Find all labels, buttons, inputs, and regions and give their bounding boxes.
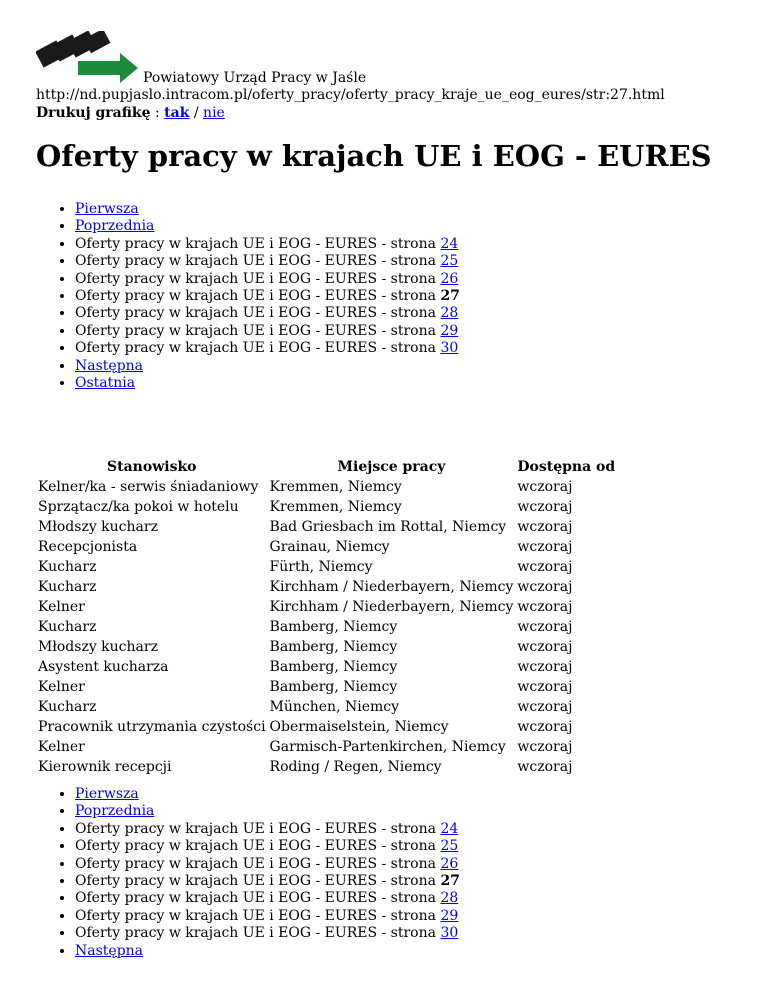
page-link-26[interactable]: 26	[440, 855, 459, 872]
cell-position: Sprzątacz/ka pokoi w hotelu	[38, 499, 239, 515]
table-row	[36, 557, 617, 577]
table-row	[36, 477, 617, 497]
pager-item-page	[75, 305, 460, 322]
cell-position: Kucharz	[38, 579, 97, 595]
cell-position: Asystent kucharza	[38, 659, 169, 675]
job-offers-body	[36, 477, 617, 777]
table-row	[36, 757, 617, 777]
page-url: http://nd.pupjaslo.intracom.pl/oferty_pracy/oferty_pracy_kraje_ue_eog_eures/str:27.html	[36, 87, 665, 103]
first-page-link[interactable]: Pierwsza	[75, 201, 139, 217]
next-page-link[interactable]: Następna	[75, 942, 144, 959]
pager-item-page	[75, 838, 460, 855]
page-link-28[interactable]: 28	[440, 305, 459, 322]
pager-item-page	[75, 890, 460, 907]
cell-location: Roding / Regen, Niemcy	[269, 759, 442, 775]
previous-page-link[interactable]: Poprzednia	[75, 803, 155, 820]
pup-logo-icon	[36, 31, 140, 83]
cell-position: Kucharz	[38, 559, 97, 575]
table-row	[36, 577, 617, 597]
cell-location: Grainau, Niemcy	[269, 539, 390, 555]
cell-position: Kucharz	[38, 619, 97, 635]
cell-available-from: wczoraj	[517, 539, 573, 555]
print-graphics-toggle	[36, 104, 225, 122]
page-link-25[interactable]: 25	[440, 253, 459, 270]
pager-item-last	[75, 375, 460, 392]
page-label: Oferty pracy w krajach UE i EOG - EURES - strona	[75, 907, 436, 924]
pager-item-next	[75, 943, 460, 960]
previous-page-link[interactable]: Poprzednia	[75, 218, 155, 235]
cell-location: Bamberg, Niemcy	[269, 639, 398, 655]
table-header-row	[36, 457, 617, 477]
cell-position: Kierownik recepcji	[38, 759, 172, 775]
last-page-link[interactable]: Ostatnia	[75, 375, 136, 392]
page-label: Oferty pracy w krajach UE i EOG - EURES - strona	[75, 873, 436, 890]
cell-position: Młodszy kucharz	[38, 639, 158, 655]
table-row	[36, 657, 617, 677]
page-link-24[interactable]: 24	[440, 235, 459, 252]
table-row	[36, 517, 617, 537]
cell-available-from: wczoraj	[517, 619, 573, 635]
table-row	[36, 637, 617, 657]
page-label: Oferty pracy w krajach UE i EOG - EURES - strona	[75, 235, 436, 252]
table-row	[36, 497, 617, 517]
cell-location: München, Niemcy	[269, 699, 400, 715]
page-link-26[interactable]: 26	[440, 270, 459, 287]
page-label: Oferty pracy w krajach UE i EOG - EURES - strona	[75, 253, 436, 270]
page-link-29[interactable]: 29	[440, 322, 459, 339]
page-label: Oferty pracy w krajach UE i EOG - EURES - strona	[75, 270, 436, 287]
cell-available-from: wczoraj	[517, 639, 573, 655]
cell-available-from: wczoraj	[517, 479, 573, 495]
print-slash: /	[193, 105, 199, 121]
page-link-25[interactable]: 25	[440, 838, 459, 855]
cell-available-from: wczoraj	[517, 599, 573, 615]
cell-available-from: wczoraj	[517, 579, 573, 595]
page-link-30[interactable]: 30	[440, 925, 459, 942]
pager-item-page	[75, 925, 460, 942]
pager-item-first	[75, 786, 460, 803]
cell-available-from: wczoraj	[517, 499, 573, 515]
page-label: Oferty pracy w krajach UE i EOG - EURES - strona	[75, 890, 436, 907]
pager-item-current	[75, 288, 460, 305]
job-offers-table	[36, 457, 617, 777]
cell-available-from: wczoraj	[517, 559, 573, 575]
column-header-location: Miejsce pracy	[337, 459, 446, 475]
pager-item-prev	[75, 218, 460, 235]
table-row	[36, 717, 617, 737]
pager-item-page	[75, 253, 460, 270]
cell-position: Kelner	[38, 679, 85, 695]
print-graphics-yes-link[interactable]: tak	[164, 105, 190, 121]
pager-item-page	[75, 821, 460, 838]
table-row	[36, 537, 617, 557]
cell-position: Kelner	[38, 739, 85, 755]
pager-item-page	[75, 856, 460, 873]
page-label: Oferty pracy w krajach UE i EOG - EURES - strona	[75, 322, 436, 339]
pager-item-prev	[75, 803, 460, 820]
pager-item-page	[75, 908, 460, 925]
pager-item-page	[75, 271, 460, 288]
pagination-bottom	[36, 786, 460, 960]
cell-position: Pracownik utrzymania czystości	[38, 719, 266, 735]
cell-position: Recepcjonista	[38, 539, 138, 555]
cell-location: Obermaiselstein, Niemcy	[269, 719, 449, 735]
pager-item-page	[75, 340, 460, 357]
column-header-position: Stanowisko	[107, 459, 197, 475]
page-link-28[interactable]: 28	[440, 890, 459, 907]
table-row	[36, 597, 617, 617]
cell-available-from: wczoraj	[517, 739, 573, 755]
current-page-number: 27	[440, 288, 460, 305]
pager-item-page	[75, 323, 460, 340]
table-row	[36, 697, 617, 717]
print-graphics-label: Drukuj grafikę	[36, 105, 151, 121]
cell-location: Bamberg, Niemcy	[269, 659, 398, 675]
page-link-29[interactable]: 29	[440, 907, 459, 924]
cell-available-from: wczoraj	[517, 719, 573, 735]
page-title: Oferty pracy w krajach UE i EOG - EURES	[36, 139, 712, 173]
page-label: Oferty pracy w krajach UE i EOG - EURES - strona	[75, 838, 436, 855]
cell-location: Fürth, Niemcy	[269, 559, 373, 575]
next-page-link[interactable]: Następna	[75, 357, 144, 374]
pager-item-next	[75, 358, 460, 375]
print-separator: :	[155, 105, 160, 121]
page-label: Oferty pracy w krajach UE i EOG - EURES - strona	[75, 305, 436, 322]
cell-position: Kelner/ka - serwis śniadaniowy	[38, 479, 259, 495]
cell-location: Bad Griesbach im Rottal, Niemcy	[269, 519, 507, 535]
first-page-link[interactable]: Pierwsza	[75, 786, 139, 802]
page-link-24[interactable]: 24	[440, 820, 459, 837]
cell-available-from: wczoraj	[517, 699, 573, 715]
column-header-available-from: Dostępna od	[517, 459, 616, 475]
table-row	[36, 737, 617, 757]
page-link-30[interactable]: 30	[440, 340, 459, 357]
cell-location: Bamberg, Niemcy	[269, 679, 398, 695]
pager-item-current	[75, 873, 460, 890]
cell-location: Bamberg, Niemcy	[269, 619, 398, 635]
print-graphics-no-link[interactable]: nie	[203, 105, 225, 121]
cell-available-from: wczoraj	[517, 679, 573, 695]
cell-available-from: wczoraj	[517, 519, 573, 535]
page-label: Oferty pracy w krajach UE i EOG - EURES - strona	[75, 820, 436, 837]
site-name: Powiatowy Urząd Pracy w Jaśle	[143, 70, 367, 86]
current-page-number: 27	[440, 873, 460, 890]
cell-location: Kremmen, Niemcy	[269, 499, 402, 515]
table-row	[36, 677, 617, 697]
cell-available-from: wczoraj	[517, 759, 573, 775]
cell-available-from: wczoraj	[517, 659, 573, 675]
pager-item-first	[75, 201, 460, 218]
page-label: Oferty pracy w krajach UE i EOG - EURES - strona	[75, 855, 436, 872]
pager-item-page	[75, 236, 460, 253]
page-label: Oferty pracy w krajach UE i EOG - EURES - strona	[75, 925, 436, 942]
cell-location: Kremmen, Niemcy	[269, 479, 402, 495]
page-label: Oferty pracy w krajach UE i EOG - EURES - strona	[75, 288, 436, 305]
cell-position: Kelner	[38, 599, 85, 615]
cell-position: Młodszy kucharz	[38, 519, 158, 535]
cell-position: Kucharz	[38, 699, 97, 715]
cell-location: Kirchham / Niederbayern, Niemcy	[269, 579, 514, 595]
pagination-top	[36, 201, 460, 392]
cell-location: Kirchham / Niederbayern, Niemcy	[269, 599, 514, 615]
cell-location: Garmisch-Partenkirchen, Niemcy	[269, 739, 506, 755]
table-row	[36, 617, 617, 637]
page-label: Oferty pracy w krajach UE i EOG - EURES - strona	[75, 340, 436, 357]
